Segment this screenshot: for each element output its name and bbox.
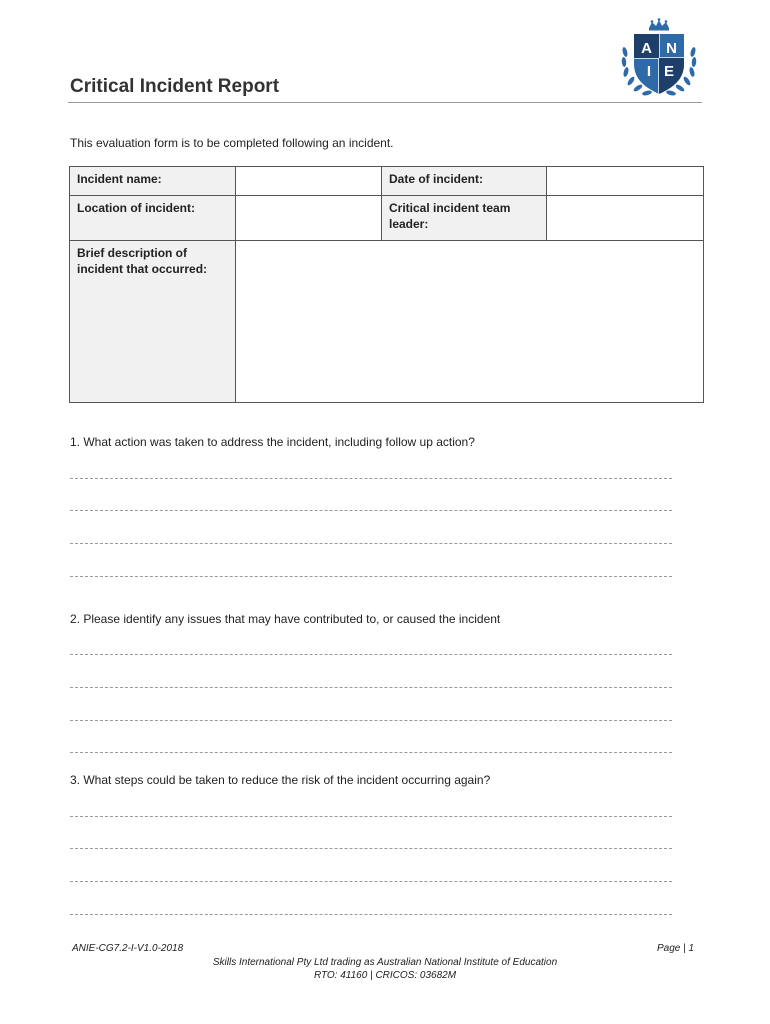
incident-details-table <box>69 166 704 403</box>
answer-line[interactable] <box>70 816 672 817</box>
answer-line[interactable] <box>70 914 672 915</box>
incident-name-field[interactable] <box>236 167 382 196</box>
team-leader-label: Critical incident team leader: <box>382 196 547 241</box>
logo-letter-i: I <box>646 63 652 80</box>
incident-name-label: Incident name: <box>70 167 236 196</box>
question-3: 3. What steps could be taken to reduce the risk of the incident occurring again? <box>70 773 491 787</box>
answer-line[interactable] <box>70 720 672 721</box>
location-label: Location of incident: <box>70 196 236 241</box>
anie-logo <box>616 18 702 100</box>
answer-line[interactable] <box>70 752 672 753</box>
crown-icon <box>649 18 669 30</box>
date-of-incident-field[interactable] <box>547 167 704 196</box>
answer-line[interactable] <box>70 848 672 849</box>
location-field[interactable] <box>236 196 382 241</box>
intro-text: This evaluation form is to be completed following an incident. <box>70 136 394 150</box>
team-leader-field[interactable] <box>547 196 704 241</box>
document-code: ANIE-CG7.2-I-V1.0-2018 <box>72 943 184 954</box>
answer-line[interactable] <box>70 510 672 511</box>
footer-registration: RTO: 41160 | CRICOS: 03682M <box>313 970 457 981</box>
footer-organisation: Skills International Pty Ltd trading as Australian National Institute of Education <box>212 957 558 968</box>
question-1: 1. What action was taken to address the incident, including follow up action? <box>70 435 475 449</box>
answer-line[interactable] <box>70 654 672 655</box>
question-2: 2. Please identify any issues that may have contributed to, or caused the incident <box>70 612 501 626</box>
date-of-incident-label: Date of incident: <box>382 167 547 196</box>
title-divider <box>68 102 702 103</box>
logo-letter-e: E <box>663 63 675 80</box>
page-number: Page | 1 <box>657 943 695 954</box>
answer-line[interactable] <box>70 543 672 544</box>
answer-line[interactable] <box>70 687 672 688</box>
page-title: Critical Incident Report <box>70 76 280 97</box>
answer-line[interactable] <box>70 576 672 577</box>
logo-letter-n: N <box>666 40 677 57</box>
logo-letter-a: A <box>641 40 652 57</box>
answer-line[interactable] <box>70 478 672 479</box>
description-field[interactable] <box>236 241 704 403</box>
answer-line[interactable] <box>70 881 672 882</box>
description-label: Brief description of incident that occurred: <box>70 241 236 403</box>
